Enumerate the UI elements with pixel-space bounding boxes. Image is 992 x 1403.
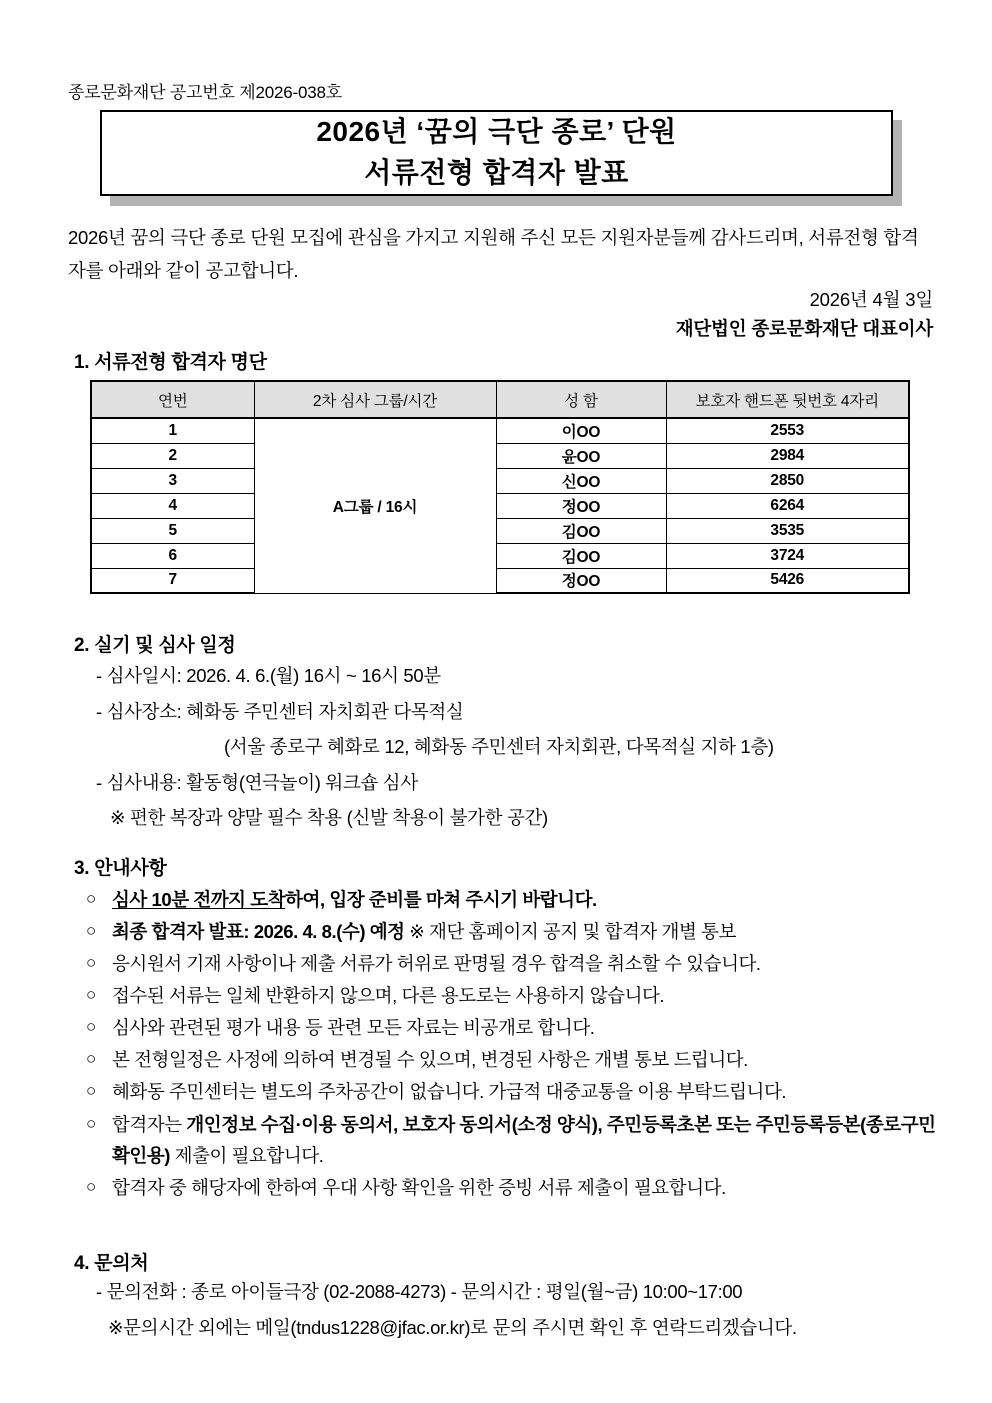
notice-text: 본 전형일정은 사정에 의하여 변경될 수 있으며, 변경된 사항은 개별 통보 드립니다. (112, 1049, 748, 1071)
documents-lead: 합격자는 (112, 1113, 187, 1135)
title-box (100, 110, 893, 196)
col-header-group-time: 2차 심사 그룹/시간 (254, 381, 496, 418)
table-row (91, 493, 909, 518)
notice-item-arrive (86, 884, 956, 915)
notice-item-false-info (86, 948, 956, 979)
cell-no: 5 (91, 518, 254, 543)
section-2-body (74, 658, 944, 836)
table-row (91, 568, 909, 593)
notice-text: 심사와 관련된 평가 내용 등 관련 모든 자료는 비공개로 합니다. (112, 1017, 595, 1039)
cell-no: 4 (91, 493, 254, 518)
contact-email-line: ※문의시간 외에는 메일(tndus1228@jfac.or.kr)로 문의 주시면 확인 후 연락드리겠습니다. (108, 1317, 797, 1339)
notice-item-no-return (86, 980, 956, 1011)
schedule-content: - 심사내용: 활동형(연극놀이) 워크숍 심사 (96, 771, 418, 793)
notice-item-no-parking (86, 1076, 956, 1107)
cell-name: 이OO (496, 418, 666, 443)
bullet-icon: ○ (86, 953, 96, 973)
notice-underline-arrive: 심사 10분 전까지 도착 (112, 889, 286, 910)
notice-text: 혜화동 주민센터는 별도의 주차공간이 없습니다. 가급적 대중교통을 이용 부탁드립니다. (112, 1081, 787, 1103)
section-1-heading: 1. 서류전형 합격자 명단 (74, 352, 267, 373)
notice-item-non-disclosure (86, 1012, 956, 1043)
cell-no: 1 (91, 418, 254, 443)
notice-item-preference-proof (86, 1172, 956, 1203)
signature-date: 2026년 4월 3일 (809, 289, 933, 310)
signature-organization: 재단법인 종로문화재단 대표이사 (675, 318, 933, 339)
table-row (91, 518, 909, 543)
section-4-heading: 4. 문의처 (74, 1253, 149, 1274)
notice-text (112, 916, 956, 947)
schedule-datetime: - 심사일시: 2026. 4. 6.(월) 16시 ~ 16시 50분 (96, 665, 441, 686)
cell-no: 6 (91, 543, 254, 568)
col-header-no: 연번 (91, 381, 254, 418)
col-header-name: 성 함 (496, 381, 666, 418)
bullet-icon: ○ (86, 985, 96, 1005)
cell-name: 정OO (496, 568, 666, 593)
document-number: 종로문화재단 공고번호 제2026-038호 (68, 83, 342, 102)
title-line-1: 2026년 ‘꿈의 극단 종로’ 단원 (316, 116, 677, 148)
table-row (91, 443, 909, 468)
cell-name: 김OO (496, 518, 666, 543)
notice-bold-rest: 하여, 입장 준비를 마쳐 주시기 바랍니다. (285, 889, 597, 910)
cell-name: 김OO (496, 543, 666, 568)
section-4-body (74, 1274, 944, 1346)
intro-paragraph: 2026년 꿈의 극단 종로 단원 모집에 관심을 가지고 지원해 주신 모든 지원자분들께 감사드리며, 서류전형 합격자를 아래와 같이 공고합니다. (68, 227, 919, 281)
cell-phone: 2850 (666, 468, 909, 493)
table-row (91, 543, 909, 568)
cell-name: 정OO (496, 493, 666, 518)
notice-item-documents (86, 1109, 956, 1171)
section-3-heading: 3. 안내사항 (74, 858, 167, 879)
schedule-venue: - 심사장소: 혜화동 주민센터 자치회관 다목적실 (96, 700, 464, 722)
notice-text: 합격자 중 해당자에 한하여 우대 사항 확인을 위한 증빙 서류 제출이 필요합니다. (112, 1176, 726, 1198)
cell-phone: 2553 (666, 418, 909, 443)
bullet-icon: ○ (86, 1113, 96, 1133)
cell-phone: 6264 (666, 493, 909, 518)
section-2-heading: 2. 실기 및 심사 일정 (74, 635, 236, 656)
cell-no: 7 (91, 568, 254, 593)
schedule-address: (서울 종로구 혜화로 12, 혜화동 주민센터 자치회관, 다목적실 지하 1층) (224, 736, 774, 758)
notice-item-schedule-change (86, 1044, 956, 1075)
notice-list (86, 884, 956, 1204)
table-row (91, 418, 909, 443)
bullet-icon: ○ (86, 1081, 96, 1101)
notice-plain-final: ※ 재단 홈페이지 공지 및 합격자 개별 통보 (404, 921, 736, 943)
col-header-guardian-phone: 보호자 핸드폰 뒷번호 4자리 (666, 381, 909, 418)
bullet-icon: ○ (86, 1176, 96, 1196)
notice-bold-final: 최종 합격자 발표: 2026. 4. 8.(수) 예정 (112, 921, 405, 943)
notice-item-final-announce (86, 916, 956, 947)
cell-phone: 2984 (666, 443, 909, 468)
roster-table-body (91, 418, 909, 593)
cell-no: 2 (91, 443, 254, 468)
cell-group-time: A그룹 / 16시 (254, 418, 496, 593)
notice-text (112, 884, 956, 915)
cell-name: 신OO (496, 468, 666, 493)
bullet-icon: ○ (86, 1017, 96, 1037)
documents-tail: 제출이 필요합니다. (169, 1144, 324, 1166)
contact-phone-line: - 문의전화 : 종로 아이들극장 (02-2088-4273) - 문의시간 : 평일(월~금) 10:00~17:00 (96, 1281, 743, 1302)
table-header-row (91, 381, 909, 418)
cell-no: 3 (91, 468, 254, 493)
documents-bold: 개인정보 수집·이용 동의서, 보호자 동의서(소정 양식), 주민등록초본 또는 주민등록등본(종로구민 확인용) (112, 1113, 936, 1166)
cell-phone: 5426 (666, 568, 909, 593)
table-row (91, 468, 909, 493)
cell-phone: 3535 (666, 518, 909, 543)
roster-table-wrapper (90, 380, 908, 594)
cell-name: 윤OO (496, 443, 666, 468)
roster-table (90, 380, 910, 594)
schedule-dresscode-note: ※ 편한 복장과 양말 필수 착용 (신발 착용이 불가한 공간) (110, 807, 548, 829)
bullet-icon: ○ (86, 921, 96, 941)
notice-text: 응시원서 기재 사항이나 제출 서류가 허위로 판명될 경우 합격을 취소할 수 있습니다. (112, 953, 761, 975)
notice-text (112, 1109, 956, 1171)
title-line-2: 서류전형 합격자 발표 (364, 157, 629, 188)
bullet-icon: ○ (86, 1049, 96, 1069)
bullet-icon: ○ (86, 889, 96, 908)
cell-phone: 3724 (666, 543, 909, 568)
notice-text: 접수된 서류는 일체 반환하지 않으며, 다른 용도로는 사용하지 않습니다. (112, 985, 665, 1007)
